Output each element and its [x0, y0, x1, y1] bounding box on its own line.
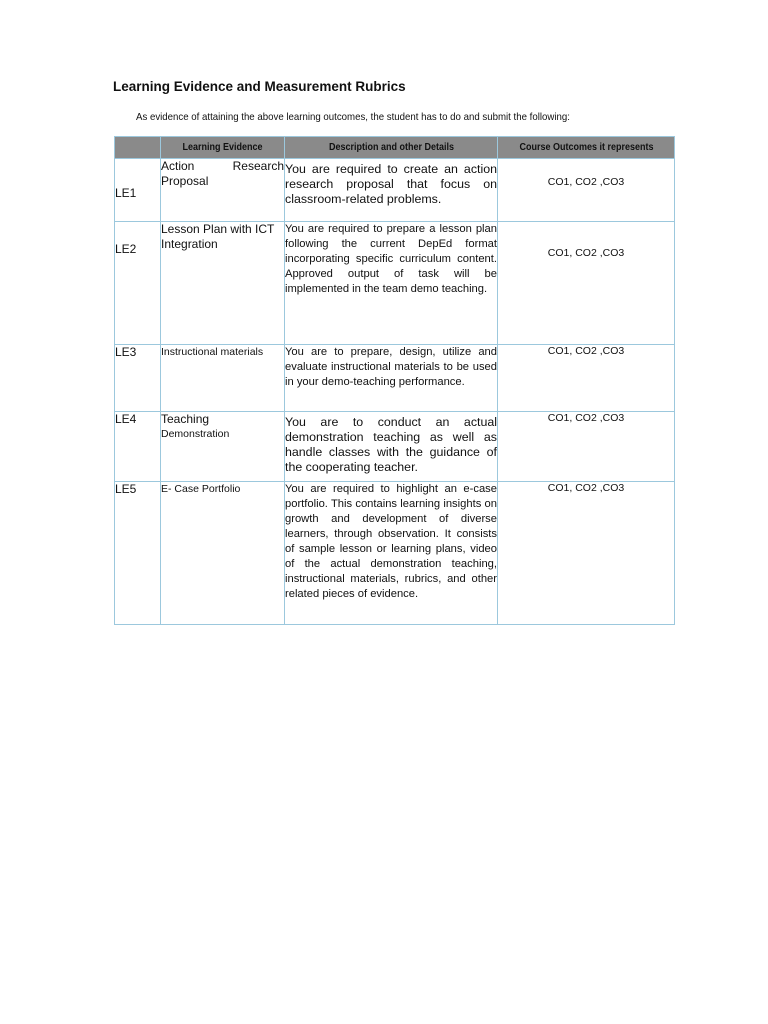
row-evidence [161, 345, 285, 412]
row-evidence [161, 482, 285, 625]
row-evidence [161, 222, 285, 345]
row-description: You are required to prepare a lesson plan following the current DepEd format incorporating specific curriculum content. Approved output of task will be implemented in the team demo teaching. [285, 222, 498, 345]
row-outcomes: CO1, CO2 ,CO3 [498, 482, 675, 625]
table-header-row [115, 137, 675, 159]
evidence-text: Action Research Proposal [161, 159, 284, 188]
table-row [115, 412, 675, 482]
table-row [115, 159, 675, 222]
row-outcomes: CO1, CO2 ,CO3 [498, 159, 675, 222]
row-code: LE4 [115, 412, 161, 482]
intro-paragraph: As evidence of attaining the above learning outcomes, the student has to do and submit the following: [136, 111, 570, 123]
row-outcomes: CO1, CO2 ,CO3 [498, 412, 675, 482]
evidence-text: Lesson Plan with ICT Integration [161, 222, 275, 251]
row-evidence [161, 159, 285, 222]
row-description: You are required to create an action research proposal that focus on classroom-related problems. [285, 159, 498, 222]
table-row [115, 222, 675, 345]
rubric-table [114, 136, 675, 625]
evidence-text-line1: Teaching [161, 412, 210, 426]
table-row [115, 345, 675, 412]
row-code: LE1 [115, 159, 161, 222]
header-course-outcomes: Course Outcomes it represents [498, 137, 675, 159]
table-row [115, 482, 675, 625]
evidence-text: E- Case Portfolio [161, 483, 241, 495]
header-learning-evidence: Learning Evidence [161, 137, 285, 159]
header-code [115, 137, 161, 159]
row-code: LE2 [115, 222, 161, 345]
row-description: You are to conduct an actual demonstration teaching as well as handle classes with the guidance of the cooperating teacher. [285, 412, 498, 482]
row-outcomes: CO1, CO2 ,CO3 [498, 345, 675, 412]
row-description: You are to prepare, design, utilize and evaluate instructional materials to be used in your demo-teaching performance. [285, 345, 498, 412]
evidence-text-line2: Demonstration [161, 428, 230, 440]
header-description: Description and other Details [285, 137, 498, 159]
row-code: LE3 [115, 345, 161, 412]
row-outcomes: CO1, CO2 ,CO3 [498, 222, 675, 345]
row-description: You are required to highlight an e-case portfolio. This contains learning insights on growth and development of diverse learners, through observation. It consists of sample lesson or learning plans, video of the actual demonstration teaching, instructional materials, rubrics, and other related pieces of evidence. [285, 482, 498, 625]
page-title: Learning Evidence and Measurement Rubrics [113, 79, 406, 94]
row-evidence [161, 412, 285, 482]
row-code: LE5 [115, 482, 161, 625]
evidence-text: Instructional materials [161, 346, 264, 358]
